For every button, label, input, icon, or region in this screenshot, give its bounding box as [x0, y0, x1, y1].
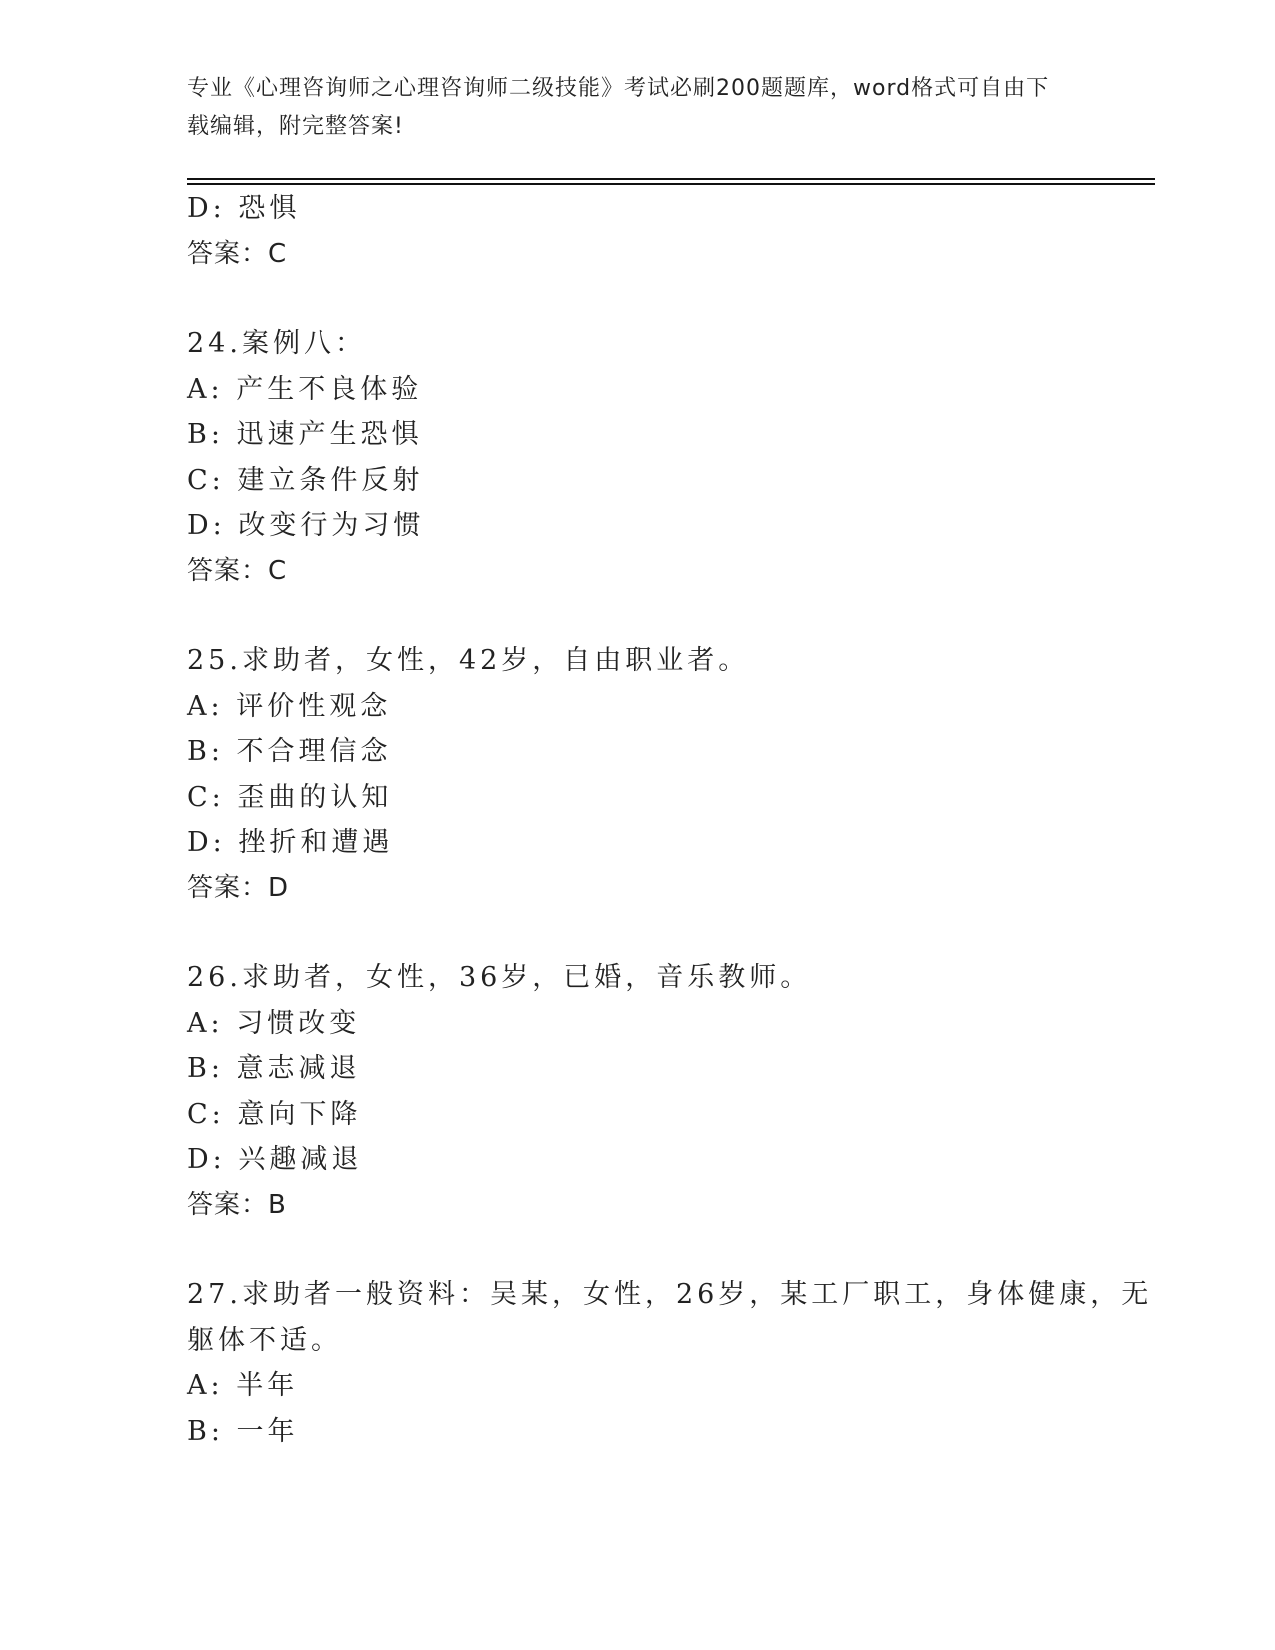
question-stem: 25.求助者，女性，42岁，自由职业者。	[187, 645, 750, 676]
option-text: 不合理信念	[236, 736, 392, 767]
option-label: A:	[187, 690, 224, 722]
option-c	[187, 1092, 1107, 1138]
option-text: 意向下降	[237, 1098, 362, 1130]
option-label: B:	[187, 419, 224, 450]
option-text: 半年	[236, 1370, 299, 1401]
option-label: B:	[187, 1415, 224, 1447]
option-b	[187, 1409, 1107, 1455]
question-stem: 24.案例八：	[187, 328, 366, 359]
option-d	[187, 186, 1107, 232]
option-label: D:	[187, 510, 226, 541]
option-text: 改变行为习惯	[238, 510, 425, 541]
question-stem: 26.求助者，女性，36岁，已婚，音乐教师。	[187, 962, 812, 993]
question-stem-line-1: 27.求助者一般资料：吴某，女性，26岁，某工厂职工，身体健康，无	[187, 1279, 1153, 1310]
option-text: 恐惧	[238, 193, 301, 224]
question-block-24	[187, 321, 1107, 594]
option-text: 习惯改变	[236, 1007, 361, 1039]
option-label: A:	[187, 373, 224, 405]
option-text: 意志减退	[236, 1053, 361, 1084]
answer-line: 答案：D	[187, 872, 290, 903]
option-text: 挫折和遭遇	[238, 827, 394, 858]
option-text: 迅速产生恐惧	[236, 419, 423, 450]
question-list	[187, 186, 1153, 1454]
question-block-27	[187, 1272, 1153, 1454]
option-d	[187, 1137, 1107, 1183]
option-a	[187, 684, 1107, 730]
question-block-23-tail	[187, 186, 1107, 277]
question-stem-line-2: 躯体不适。	[187, 1324, 342, 1356]
option-label: C:	[187, 464, 225, 496]
option-a	[187, 1363, 1107, 1409]
header-divider-top	[187, 178, 1155, 180]
block-spacer	[187, 277, 1107, 321]
option-label: C:	[187, 1098, 225, 1130]
option-a	[187, 1001, 1107, 1047]
answer-line: 答案：C	[187, 238, 288, 269]
option-b	[187, 1046, 1107, 1092]
option-b	[187, 412, 1107, 458]
block-spacer	[187, 1228, 1107, 1272]
header-title: 专业《心理咨询师之心理咨询师二级技能》考试必刷200题题库，word格式可自由下载编辑，附完整答案!	[187, 76, 1050, 139]
option-label: B:	[187, 1053, 224, 1084]
option-label: D:	[187, 827, 226, 858]
header-divider-bottom	[187, 183, 1155, 185]
option-label: B:	[187, 736, 224, 767]
option-c	[187, 775, 1107, 821]
option-d	[187, 820, 1107, 866]
answer-line: 答案：C	[187, 555, 288, 586]
option-label: A:	[187, 1007, 224, 1039]
option-text: 评价性观念	[236, 690, 392, 722]
option-label: D:	[187, 1144, 226, 1175]
option-d	[187, 503, 1107, 549]
option-c	[187, 458, 1107, 504]
block-spacer	[187, 594, 1107, 638]
option-text: 歪曲的认知	[237, 781, 393, 813]
option-a	[187, 367, 1107, 413]
option-text: 兴趣减退	[238, 1144, 363, 1175]
question-block-26	[187, 955, 1107, 1228]
option-b	[187, 729, 1107, 775]
option-text: 一年	[236, 1415, 299, 1447]
option-text: 建立条件反射	[237, 464, 424, 496]
option-text: 产生不良体验	[236, 373, 423, 405]
question-block-25	[187, 638, 1107, 911]
answer-line: 答案：B	[187, 1189, 287, 1220]
option-label: C:	[187, 781, 225, 813]
block-spacer	[187, 911, 1107, 955]
document-header	[187, 70, 1067, 146]
option-label: D:	[187, 193, 226, 224]
option-label: A:	[187, 1370, 224, 1401]
